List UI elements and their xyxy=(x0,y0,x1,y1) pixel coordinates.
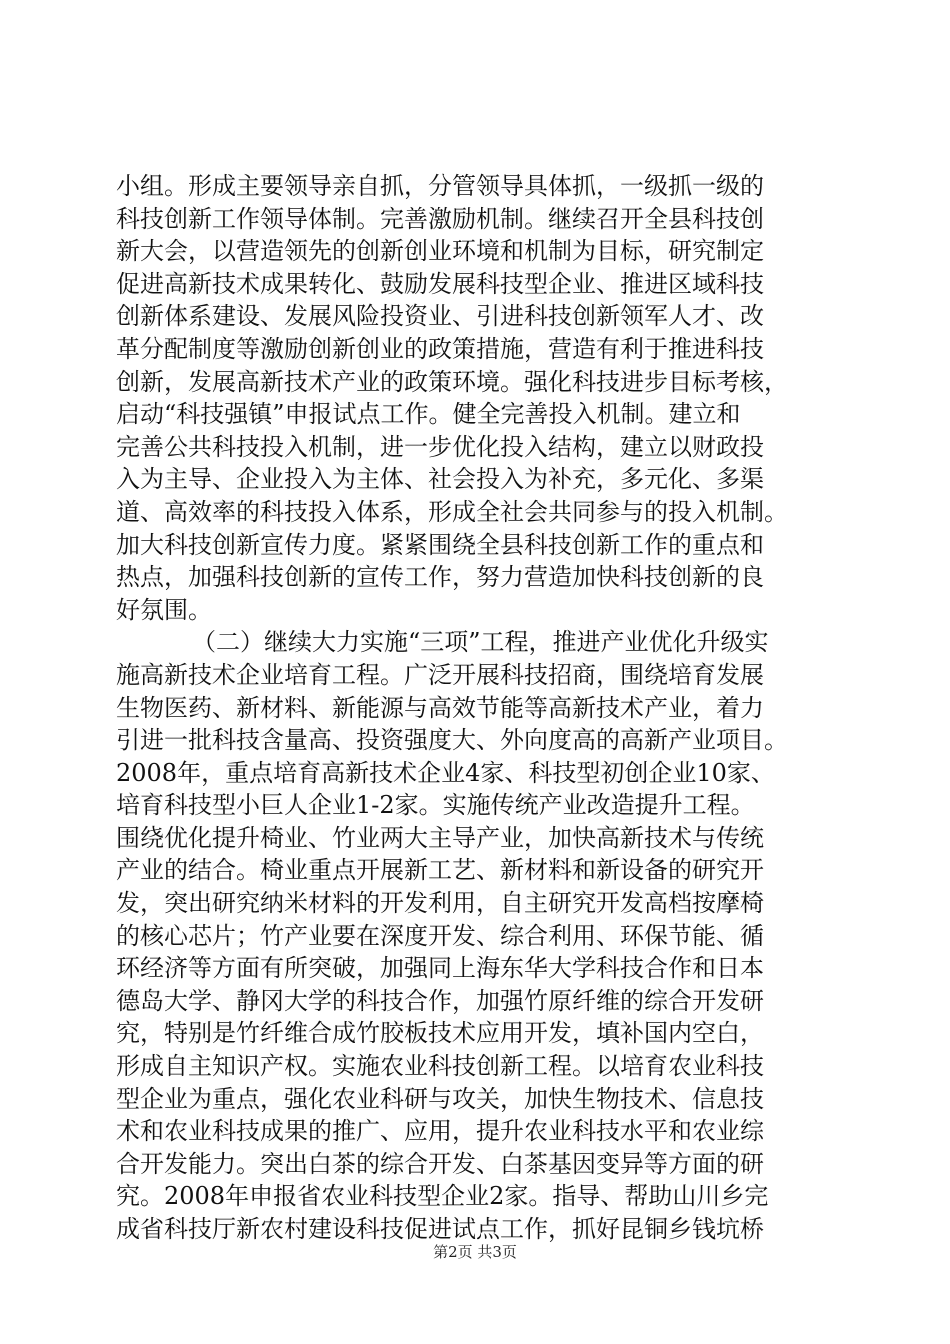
text-line: 围绕优化提升椅业、竹业两大主导产业，加快高新技术与传统 xyxy=(116,823,764,852)
text-line: 合开发能力。突出白茶的综合开发、白茶基因变异等方面的研 xyxy=(116,1149,764,1178)
text-line: 德岛大学、静冈大学的科技合作，加强竹原纤维的综合开发研 xyxy=(116,986,764,1015)
text-line: 形成自主知识产权。实施农业科技创新工程。以培育农业科技 xyxy=(116,1052,764,1081)
text-line: 创新体系建设、发展风险投资业、引进科技创新领军人才、改 xyxy=(116,302,764,331)
text-line: 促进高新技术成果转化、鼓励发展科技型企业、推进区域科技 xyxy=(116,269,764,298)
text-line: 创新，发展高新技术产业的政策环境。强化科技进步目标考核， xyxy=(116,367,788,396)
text-line: 型企业为重点，强化农业科研与攻关，加快生物技术、信息技 xyxy=(116,1084,764,1113)
text-line: 究，特别是竹纤维合成竹胶板技术应用开发，填补国内空白， xyxy=(116,1019,764,1048)
text-line: 生物医药、新材料、新能源与高效节能等高新技术产业，着力 xyxy=(116,693,764,722)
section-heading-line: （二）继续大力实施“三项”工程，推进产业优化升级实 xyxy=(192,628,769,657)
text-line: 好氛围。 xyxy=(116,595,212,624)
text-line: 热点，加强科技创新的宣传工作，努力营造加快科技创新的良 xyxy=(116,563,764,592)
text-line: 入为主导、企业投入为主体、社会投入为补充，多元化、多渠 xyxy=(116,465,764,494)
text-line: 术和农业科技成果的推广、应用，提升农业科技水平和农业综 xyxy=(116,1117,764,1146)
text-line: 施高新技术企业培育工程。广泛开展科技招商，围绕培育发展 xyxy=(116,660,764,689)
text-line: 引进一批科技含量高、投资强度大、外向度高的高新产业项目。 xyxy=(116,726,788,755)
text-line: 成省科技厅新农村建设科技促进试点工作，抓好昆铜乡钱坑桥 xyxy=(116,1215,764,1243)
text-line: 小组。形成主要领导亲自抓，分管领导具体抓，一级抓一级的 xyxy=(116,172,764,200)
text-line: 启动“科技强镇”申报试点工作。健全完善投入机制。建立和 xyxy=(116,400,741,429)
text-line: 科技创新工作领导体制。完善激励机制。继续召开全县科技创 xyxy=(116,204,764,233)
text-line: 环经济等方面有所突破，加强同上海东华大学科技合作和日本 xyxy=(116,954,764,983)
text-line: 发，突出研究纳米材料的开发利用，自主研究开发高档按摩椅 xyxy=(116,889,764,918)
text-line: 道、高效率的科技投入体系，形成全社会共同参与的投入机制。 xyxy=(116,497,788,526)
text-line: 究。2008年申报省农业科技型企业2家。指导、帮助山川乡完 xyxy=(116,1182,769,1211)
text-line: 革分配制度等激励创新创业的政策措施，营造有利于推进科技 xyxy=(116,334,764,363)
text-line: 的核心芯片；竹产业要在深度开发、综合利用、环保节能、循 xyxy=(116,921,764,950)
text-line: 2008年，重点培育高新技术企业4家、科技型初创企业10家、 xyxy=(116,758,775,787)
text-line: 培育科技型小巨人企业1-2家。实施传统产业改造提升工程。 xyxy=(116,791,755,820)
page-footer xyxy=(0,1242,950,1262)
text-line: 加大科技创新宣传力度。紧紧围绕全县科技创新工作的重点和 xyxy=(116,530,764,559)
text-line: 产业的结合。椅业重点开展新工艺、新材料和新设备的研究开 xyxy=(116,856,764,885)
text-line: 完善公共科技投入机制，进一步优化投入结构，建立以财政投 xyxy=(116,432,764,461)
body-text xyxy=(116,170,836,1246)
text-line: 新大会，以营造领先的创新创业环境和机制为目标，研究制定 xyxy=(116,237,764,266)
page-number-label: 第2页 共3页 xyxy=(433,1243,517,1261)
